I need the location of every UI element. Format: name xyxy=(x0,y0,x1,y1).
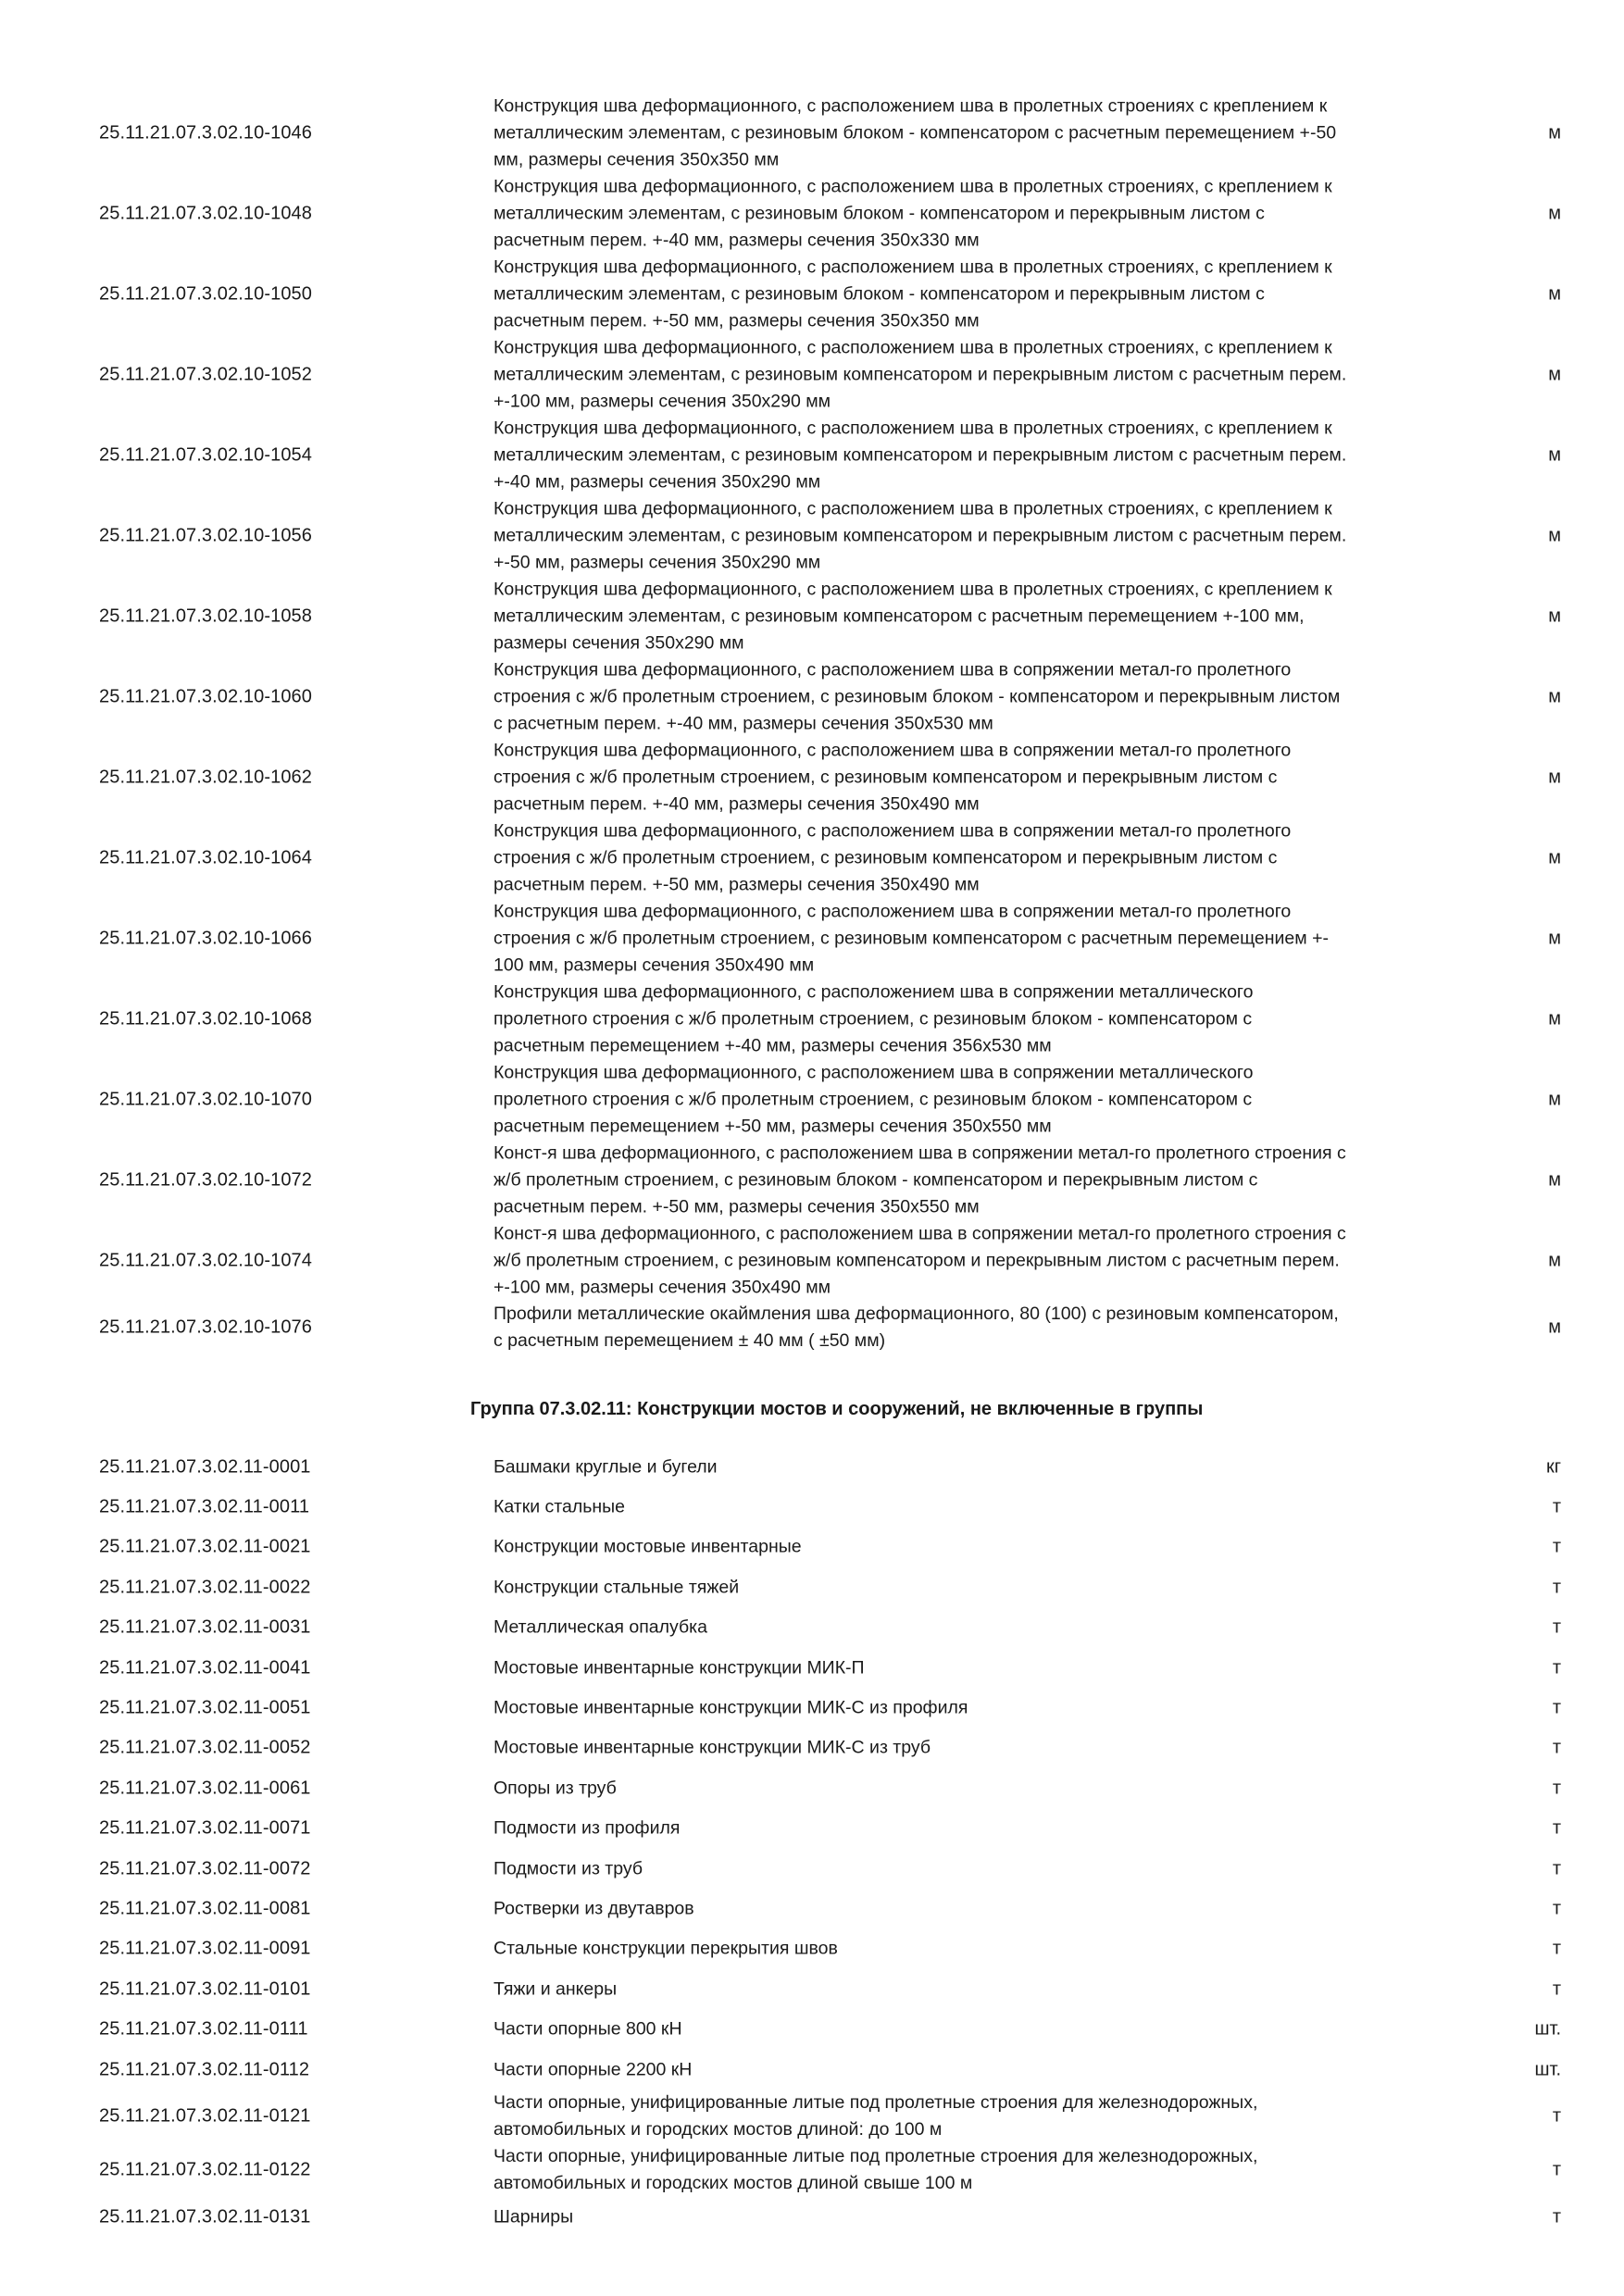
resource-unit: т xyxy=(1552,1778,1561,1799)
resource-name xyxy=(493,2143,1456,2197)
resource-name-line: ж/б пролетным строением, с резиновым блоком - компенсатором и перекрывным листом с xyxy=(493,1169,1258,1190)
resource-name xyxy=(493,1494,1456,1521)
resource-name xyxy=(493,93,1456,173)
resource-name-line: пролетного строения с ж/б пролетным строением, с резиновым блоком - компенсатором с xyxy=(493,1089,1253,1109)
resource-code: 25.11.21.07.3.02.10-1058 xyxy=(99,605,313,626)
resource-code: 25.11.21.07.3.02.11-0081 xyxy=(99,1898,311,1919)
resource-name-line: металлическим элементам, с резиновым компенсатором и перекрывным листом с расчетным перем. xyxy=(493,525,1347,545)
table-row xyxy=(0,334,1624,415)
resource-name-line: Части опорные 800 кН xyxy=(493,2018,682,2040)
resource-name-line: Конст-я шва деформационного, с расположением шва в сопряжении метал-го пролетного строения с xyxy=(493,1142,1346,1163)
resource-unit: м xyxy=(1548,1250,1561,1270)
resource-unit: т xyxy=(1552,1657,1561,1678)
table-row xyxy=(0,737,1624,817)
resource-unit: т xyxy=(1552,1496,1561,1517)
resource-unit: м xyxy=(1548,1089,1561,1109)
table-row xyxy=(0,1768,1624,1808)
table-row xyxy=(0,254,1624,334)
resource-name-line: Подмости из труб xyxy=(493,1858,643,1879)
resource-code: 25.11.21.07.3.02.11-0101 xyxy=(99,1978,311,2000)
table-row xyxy=(0,1809,1624,1849)
resource-code: 25.11.21.07.3.02.10-1060 xyxy=(99,686,313,706)
resource-name-line: металлическим элементам, с резиновым блоком - компенсатором и перекрывным листом с xyxy=(493,283,1265,304)
resource-unit: м xyxy=(1548,1008,1561,1029)
resource-code: 25.11.21.07.3.02.11-0072 xyxy=(99,1858,311,1879)
resource-name-line: Подмости из профиля xyxy=(493,1817,681,1839)
resource-name-line: Мостовые инвентарные конструкции МИК-П xyxy=(493,1657,865,1678)
table-row xyxy=(0,898,1624,979)
table-row xyxy=(0,1301,1624,1354)
resource-code: 25.11.21.07.3.02.11-0091 xyxy=(99,1938,311,1959)
resource-unit: м xyxy=(1548,122,1561,143)
resource-name xyxy=(493,1895,1456,1922)
resource-code: 25.11.21.07.3.02.11-0051 xyxy=(99,1697,311,1718)
table-row xyxy=(0,93,1624,173)
resource-code: 25.11.21.07.3.02.10-1070 xyxy=(99,1089,313,1109)
resource-code: 25.11.21.07.3.02.10-1062 xyxy=(99,767,313,787)
resource-unit: т xyxy=(1552,1697,1561,1718)
resource-name xyxy=(493,2203,1456,2230)
resource-code: 25.11.21.07.3.02.10-1048 xyxy=(99,203,313,223)
resource-name-line: Башмаки круглые и бугели xyxy=(493,1456,718,1478)
resource-name-line: Конструкция шва деформационного, с расположением шва в пролетных строениях, с креплением к xyxy=(493,256,1332,277)
resource-name xyxy=(493,656,1456,737)
resource-unit: м xyxy=(1548,605,1561,626)
resource-unit: шт. xyxy=(1534,2059,1561,2080)
resource-name xyxy=(493,1695,1456,1722)
resource-name-line: Конструкции мостовые инвентарные xyxy=(493,1536,802,1557)
resource-code: 25.11.21.07.3.02.10-1046 xyxy=(99,122,313,143)
resource-name-line: расчетным перем. +-50 мм, размеры сечения 350х350 мм xyxy=(493,310,980,331)
table-row xyxy=(0,1528,1624,1567)
table-row xyxy=(0,1929,1624,1969)
resource-unit: м xyxy=(1548,686,1561,706)
resource-name-line: строения с ж/б пролетным строением, с резиновым компенсатором и перекрывным листом с xyxy=(493,847,1278,867)
table-row xyxy=(0,1889,1624,1928)
resource-name-line: ж/б пролетным строением, с резиновым компенсатором и перекрывным листом с расчетным перем. xyxy=(493,1250,1340,1270)
resource-name-line: Конст-я шва деформационного, с расположением шва в сопряжении метал-го пролетного строения с xyxy=(493,1223,1346,1243)
table-row xyxy=(0,1059,1624,1140)
resource-name-line: Конструкция шва деформационного, с расположением шва в пролетных строениях, с креплением к xyxy=(493,579,1332,599)
table-row xyxy=(0,1567,1624,1607)
resource-name xyxy=(493,898,1456,979)
resource-name-line: расчетным перем. +-50 мм, размеры сечения 350х490 мм xyxy=(493,874,980,894)
table-row xyxy=(0,2050,1624,2090)
resource-name-line: размеры сечения 350х290 мм xyxy=(493,632,744,653)
resource-name xyxy=(493,1454,1456,1480)
resource-name-line: Части опорные, унифицированные литые под пролетные строения для железнодорожных, xyxy=(493,2092,1258,2114)
resource-name xyxy=(493,2016,1456,2043)
resource-unit: т xyxy=(1552,2105,1561,2127)
resource-name-line: 100 мм, размеры сечения 350х490 мм xyxy=(493,955,815,975)
resource-name-line: Конструкция шва деформационного, с расположением шва в сопряжении метал-го пролетного xyxy=(493,820,1292,841)
resource-name-line: металлическим элементам, с резиновым компенсатором и перекрывным листом с расчетным перем. xyxy=(493,364,1347,384)
resource-name xyxy=(493,1140,1456,1220)
resource-name xyxy=(493,1775,1456,1802)
resource-name-line: Конструкция шва деформационного, с расположением шва в сопряжении метал-го пролетного xyxy=(493,740,1292,760)
table-row xyxy=(0,656,1624,737)
resource-name-line: Тяжи и анкеры xyxy=(493,1978,618,2000)
resource-name-line: Части опорные 2200 кН xyxy=(493,2059,693,2080)
resource-name-line: расчетным перемещением +-50 мм, размеры сечения 350х550 мм xyxy=(493,1116,1052,1136)
resource-code: 25.11.21.07.3.02.10-1054 xyxy=(99,444,313,465)
resource-name-line: Конструкции стальные тяжей xyxy=(493,1577,740,1598)
resource-name xyxy=(493,1855,1456,1882)
resource-name-line: Конструкция шва деформационного, с расположением шва в пролетных строениях с креплением к xyxy=(493,95,1328,116)
resource-name xyxy=(493,173,1456,254)
resource-name xyxy=(493,415,1456,495)
resource-unit: м xyxy=(1548,928,1561,948)
table-row xyxy=(0,2009,1624,2049)
resource-name xyxy=(493,1615,1456,1641)
resource-code: 25.11.21.07.3.02.10-1056 xyxy=(99,525,313,545)
resource-unit: м xyxy=(1548,767,1561,787)
resource-name-line: Мостовые инвентарные конструкции МИК-С из труб xyxy=(493,1737,931,1758)
table-row xyxy=(0,2143,1624,2197)
resource-unit: т xyxy=(1552,1858,1561,1879)
resource-unit: т xyxy=(1552,1737,1561,1758)
resource-name xyxy=(493,1816,1456,1842)
resource-unit: м xyxy=(1548,1316,1561,1338)
resource-name-line: расчетным перем. +-40 мм, размеры сечения 350х330 мм xyxy=(493,230,980,250)
resource-name-line: Металлическая опалубка xyxy=(493,1616,707,1638)
resource-unit: шт. xyxy=(1534,2018,1561,2040)
resource-name-line: +-100 мм, размеры сечения 350х490 мм xyxy=(493,1277,831,1297)
resource-name-line: Конструкция шва деформационного, с расположением шва в сопряжении металлического xyxy=(493,981,1254,1002)
resource-unit: м xyxy=(1548,203,1561,223)
resource-name-line: Мостовые инвентарные конструкции МИК-С из профиля xyxy=(493,1697,968,1718)
resource-code: 25.11.21.07.3.02.11-0011 xyxy=(99,1496,310,1517)
resource-code: 25.11.21.07.3.02.10-1052 xyxy=(99,364,313,384)
resource-name-line: Шарниры xyxy=(493,2206,574,2227)
resource-name xyxy=(493,1936,1456,1963)
resource-name xyxy=(493,334,1456,415)
table-row xyxy=(0,1140,1624,1220)
resource-code: 25.11.21.07.3.02.11-0121 xyxy=(99,2105,311,2127)
resource-name xyxy=(493,1976,1456,2003)
resource-name xyxy=(493,254,1456,334)
resource-code: 25.11.21.07.3.02.11-0061 xyxy=(99,1778,311,1799)
resource-unit: т xyxy=(1552,1938,1561,1959)
resource-name-line: Конструкция шва деформационного, с расположением шва в сопряжении метал-го пролетного xyxy=(493,659,1292,680)
resource-name-line: Части опорные, унифицированные литые под пролетные строения для железнодорожных, xyxy=(493,2146,1258,2167)
resource-name xyxy=(493,1654,1456,1681)
resource-code: 25.11.21.07.3.02.11-0052 xyxy=(99,1737,311,1758)
resource-name-line: с расчетным перемещением ± 40 мм ( ±50 мм) xyxy=(493,1330,886,1351)
resource-name-line: Профили металлические окаймления шва деформационного, 80 (100) с резиновым компенсатором, xyxy=(493,1304,1339,1324)
resource-name-line: +-40 мм, размеры сечения 350х290 мм xyxy=(493,471,821,492)
resource-name xyxy=(493,1301,1456,1354)
resource-name xyxy=(493,1220,1456,1301)
resource-unit: т xyxy=(1552,1898,1561,1919)
resource-code: 25.11.21.07.3.02.11-0001 xyxy=(99,1456,311,1478)
resource-name xyxy=(493,576,1456,656)
table-row xyxy=(0,1648,1624,1688)
table-row xyxy=(0,979,1624,1059)
resource-code: 25.11.21.07.3.02.10-1076 xyxy=(99,1316,313,1338)
resource-name xyxy=(493,817,1456,898)
resource-name-line: мм, размеры сечения 350х350 мм xyxy=(493,149,780,169)
resource-name-line: Катки стальные xyxy=(493,1496,626,1517)
resource-code: 25.11.21.07.3.02.11-0041 xyxy=(99,1657,311,1678)
resource-name-line: +-100 мм, размеры сечения 350х290 мм xyxy=(493,391,831,411)
table-row xyxy=(0,173,1624,254)
resource-name-line: Ростверки из двутавров xyxy=(493,1898,694,1919)
resource-name xyxy=(493,1735,1456,1762)
resource-name xyxy=(493,1059,1456,1140)
resource-name-line: строения с ж/б пролетным строением, с резиновым компенсатором и перекрывным листом с xyxy=(493,767,1278,787)
resource-name-line: расчетным перемещением +-40 мм, размеры сечения 356х530 мм xyxy=(493,1035,1052,1055)
resource-unit: т xyxy=(1552,1616,1561,1638)
table-row xyxy=(0,1608,1624,1648)
resource-unit: кг xyxy=(1545,1456,1561,1478)
resource-name-line: автомобильных и городских мостов длиной свыше 100 м xyxy=(493,2173,973,2194)
resource-code: 25.11.21.07.3.02.10-1066 xyxy=(99,928,313,948)
resource-code: 25.11.21.07.3.02.10-1068 xyxy=(99,1008,313,1029)
resource-unit: м xyxy=(1548,1169,1561,1190)
resource-unit: м xyxy=(1548,847,1561,867)
resource-unit: т xyxy=(1552,2206,1561,2227)
resource-name-line: Конструкция шва деформационного, с расположением шва в пролетных строениях, с креплением к xyxy=(493,498,1332,518)
resource-name-line: расчетным перем. +-50 мм, размеры сечения 350х550 мм xyxy=(493,1196,980,1217)
resource-name-line: с расчетным перем. +-40 мм, размеры сечения 350х530 мм xyxy=(493,713,993,733)
group-title: Группа 07.3.02.11: Конструкции мостов и сооружений, не включенные в группы xyxy=(470,1399,1204,1419)
resource-unit: м xyxy=(1548,444,1561,465)
table-row xyxy=(0,1220,1624,1301)
resource-code: 25.11.21.07.3.02.10-1050 xyxy=(99,283,313,304)
table-row xyxy=(0,1447,1624,1487)
table-row xyxy=(0,1487,1624,1527)
resource-name-line: Стальные конструкции перекрытия швов xyxy=(493,1938,838,1959)
resource-code: 25.11.21.07.3.02.11-0131 xyxy=(99,2206,311,2227)
resource-unit: м xyxy=(1548,283,1561,304)
table-row xyxy=(0,495,1624,576)
group-header xyxy=(0,1354,1624,1447)
resource-unit: т xyxy=(1552,1536,1561,1557)
table-row xyxy=(0,415,1624,495)
table-row xyxy=(0,2197,1624,2237)
resource-name-line: пролетного строения с ж/б пролетным строением, с резиновым блоком - компенсатором с xyxy=(493,1008,1253,1029)
resource-code: 25.11.21.07.3.02.11-0122 xyxy=(99,2159,311,2180)
resource-unit: м xyxy=(1548,364,1561,384)
table-row xyxy=(0,2090,1624,2143)
resource-name xyxy=(493,1534,1456,1561)
resource-name xyxy=(493,737,1456,817)
resource-code: 25.11.21.07.3.02.11-0111 xyxy=(99,2018,308,2040)
resource-unit: т xyxy=(1552,1978,1561,2000)
resource-name xyxy=(493,2056,1456,2083)
resource-name-line: автомобильных и городских мостов длиной: до 100 м xyxy=(493,2119,943,2140)
resource-name-line: Конструкция шва деформационного, с расположением шва в пролетных строениях, с креплением к xyxy=(493,176,1332,196)
resource-name-line: Конструкция шва деформационного, с расположением шва в сопряжении металлического xyxy=(493,1062,1254,1082)
table-row xyxy=(0,1849,1624,1889)
table-row xyxy=(0,1688,1624,1728)
resource-name-line: строения с ж/б пролетным строением, с резиновым компенсатором с расчетным перемещением +- xyxy=(493,928,1329,948)
resource-code: 25.11.21.07.3.02.10-1064 xyxy=(99,847,313,867)
resource-name-line: Конструкция шва деформационного, с расположением шва в пролетных строениях, с креплением к xyxy=(493,337,1332,357)
resource-name-line: расчетным перем. +-40 мм, размеры сечения 350х490 мм xyxy=(493,793,980,814)
resource-name-line: Конструкция шва деформационного, с расположением шва в пролетных строениях, с креплением к xyxy=(493,418,1332,438)
resource-name xyxy=(493,1574,1456,1601)
resource-code: 25.11.21.07.3.02.11-0112 xyxy=(99,2059,310,2080)
resource-unit: т xyxy=(1552,1817,1561,1839)
resource-unit: т xyxy=(1552,2159,1561,2180)
resource-name-line: Конструкция шва деформационного, с расположением шва в сопряжении метал-го пролетного xyxy=(493,901,1292,921)
table-row xyxy=(0,1728,1624,1768)
resource-name-line: металлическим элементам, с резиновым блоком - компенсатором с расчетным перемещением +-50 xyxy=(493,122,1337,143)
resource-unit: т xyxy=(1552,1577,1561,1598)
resource-name xyxy=(493,2090,1456,2143)
resource-name-line: Опоры из труб xyxy=(493,1778,617,1799)
resource-code: 25.11.21.07.3.02.11-0071 xyxy=(99,1817,311,1839)
resource-name-line: строения с ж/б пролетным строением, с резиновым блоком - компенсатором и перекрывным листом xyxy=(493,686,1341,706)
resource-code: 25.11.21.07.3.02.11-0022 xyxy=(99,1577,311,1598)
resource-table xyxy=(0,93,1624,2238)
table-row xyxy=(0,1969,1624,2009)
resource-code: 25.11.21.07.3.02.10-1074 xyxy=(99,1250,313,1270)
resource-code: 25.11.21.07.3.02.11-0021 xyxy=(99,1536,311,1557)
resource-name xyxy=(493,495,1456,576)
table-row xyxy=(0,576,1624,656)
resource-code: 25.11.21.07.3.02.11-0031 xyxy=(99,1616,311,1638)
resource-unit: м xyxy=(1548,525,1561,545)
table-row xyxy=(0,817,1624,898)
resource-name-line: металлическим элементам, с резиновым компенсатором с расчетным перемещением +-100 мм, xyxy=(493,605,1305,626)
resource-name-line: металлическим элементам, с резиновым компенсатором и перекрывным листом с расчетным перем. xyxy=(493,444,1347,465)
resource-name-line: металлическим элементам, с резиновым блоком - компенсатором и перекрывным листом с xyxy=(493,203,1265,223)
resource-name-line: +-50 мм, размеры сечения 350х290 мм xyxy=(493,552,821,572)
resource-code: 25.11.21.07.3.02.10-1072 xyxy=(99,1169,313,1190)
resource-name xyxy=(493,979,1456,1059)
